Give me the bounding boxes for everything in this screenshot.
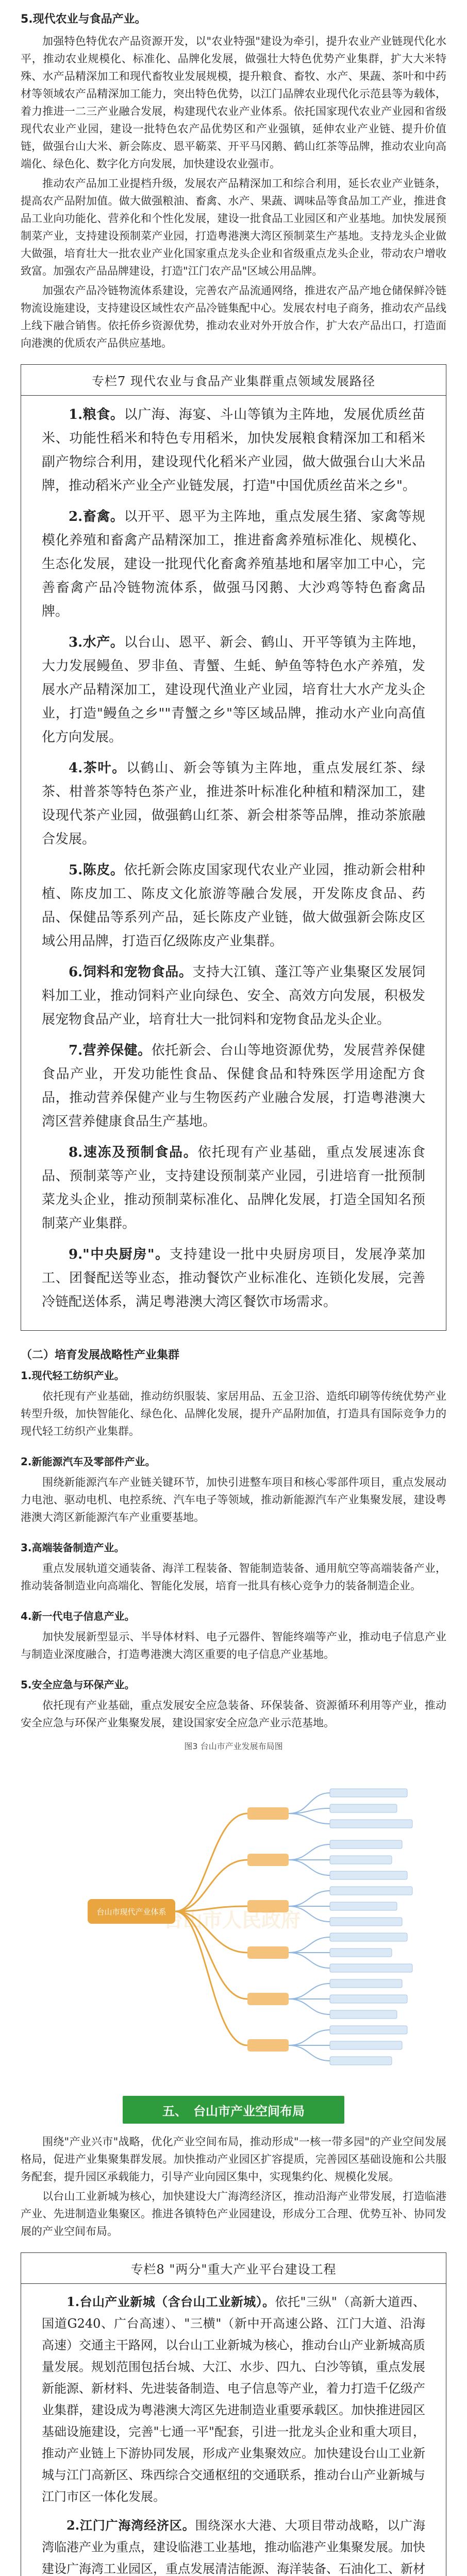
paragraph: 推动农产品加工业提档升级，发展农产品精深加工和综合利用，延长农业产业链条，提高农产品附加值。做大做强粮油、畜禽、水产、果蔬、调味品等食品加工产业，推进食品工业向功能化、营养化和个性化发展，建设一批食品工业园区和产业基地。加快发展预制菜产业，支持建设预制菜产业园，打造粤港澳大湾区预制菜生产基地。支持龙头企业做大做强，培育壮大一批农业产业化国家重点龙头企业和省级重点龙头企业，带动农户增收致富。加强农产品品牌建设，打造"江门农产品"区域公用品牌。 [21,177,446,277]
box-item-lead: 7.营养保健。 [69,1043,152,1058]
box-item-lead: 5.陈皮。 [69,862,124,878]
subsection-heading: 3.高端装备制造产业。 [21,1541,125,1554]
subsection-heading: 5.安全应急与环保产业。 [21,1679,135,1691]
box-item-text: 围绕深水大港、大项目带动战略，以广海湾临港产业为重点，建设临港工业基地，推动临港产业集聚发展。加快建设广海湾工业园区，重点发展清洁能源、海洋装备、石油化工、新材 [42,2518,426,2576]
box-item-lead: 3.水产。 [69,635,124,650]
section-heading-agriculture: 5.现代农业与食品产业。 [21,13,146,26]
paragraph: 围绕"产业兴市"战略，优化产业空间布局，推动形成"一核一带多园"的产业空间发展格局，促进产业集聚集群发展。加快推动产业园区扩容提质，完善园区基础设施和公共服务配套，提升园区承载能力，引导产业向园区集中，实现集约化、规模化发展。 [21,2136,446,2183]
banner-number: 五、 [162,2104,187,2119]
box-item [42,2515,425,2576]
box-item-lead: 4.茶叶。 [69,760,126,776]
box-item-lead: 1.粮食。 [69,407,124,422]
box-item [42,960,425,1031]
box-title: 专栏7 现代农业与食品产业集群重点领域发展路径 [21,365,446,396]
box-item-text: 依托新会、台山等地资源优势，发展营养保健食品产业，开发功能性食品、保健食品和特殊医学用途配方食品，推动营养保健产业与生物医药产业融合发展，打造粤港澳大湾区营养健康食品生产基地。 [42,1043,425,1129]
box-item-lead: 2.江门广海湾经济区。 [66,2518,195,2533]
watermark: 台山市人民政府 [163,1909,301,1931]
box-item-text: 以广海、海宴、斗山等镇为主阵地，发展优质丝苗米、功能性稻米和特色专用稻米，加快发展粮食精深加工和稻米副产物综合利用，建设现代化稻米产业园，做大做强台山大米品牌，推动稻米产业全产业链发展，打造"中国优质丝苗米之乡"。 [42,407,425,494]
subsection-heading: （二）培育发展战略性产业集群 [21,1349,180,1362]
paragraph: 加快发展新型显示、半导体材料、电子元器件、智能终端等产业，推动电子信息产业与制造业深度融合，打造粤港澳大湾区重要的电子信息产业基地。 [21,1631,446,1660]
box-item [42,403,425,498]
subsection-heading: 1.现代轻工纺织产业。 [21,1369,125,1382]
mindmap-branch [247,1946,289,1959]
paragraph: 重点发展轨道交通装备、海洋工程装备、智能制造装备、通用航空等高端装备产业，推动装备制造业向高端化、智能化发展，培育一批具有核心竞争力的装备制造企业。 [21,1562,446,1592]
paragraph: 加强特色特优农产品资源开发，以"农业特强"建设为牵引，提升农业产业链现代化水平，推动农业规模化、标准化、品牌化发展，做强壮大特色优势产业集群，扩大大米特殊、水产品精深加工和现代畜牧业发展规模，提升粮食、畜牧、水产、果蔬、茶叶和中药材等领域农产品精深加工能力，突出特色优势，以江门品牌农业现代化示范县等为载体，着力推进一二三产业融合发展，构建现代农业产业体系。依托国家现代农业产业园和省级现代农业产业园，建设一批特色农产品优势区和产业强镇，延伸农业产业链、提升价值链，做强台山大米、新会陈皮、恩平簕菜、开平马冈鹅、鹤山红茶等品牌，推动农业向高端化、绿色化、数字化方向发展，加快建设农业强市。 [21,35,446,170]
paragraph: 围绕新能源汽车产业链关键环节，加快引进整车项目和核心零部件项目，重点发展动力电池、驱动电机、电控系统、汽车电子等领域，推动新能源汽车产业集聚发展，建设粤港澳大湾区新能源汽车产业重要基地。 [21,1476,446,1523]
paragraph: 依托现有产业基础，重点发展安全应急装备、环保装备、资源循环利用等产业，推动安全应急与环保产业集聚发展，建设国家安全应急产业示范基地。 [21,1699,446,1729]
box-body [21,396,446,1330]
paragraph: 以台山工业新城为核心，加快建设大广海湾经济区，推动沿海产业带发展，打造临港产业、先进制造业集聚区。推进各镇特色产业园建设，形成分工合理、优势互补、协同发展的产业空间布局。 [21,2190,446,2238]
box-item-text: 依托新会陈皮国家现代农业产业园，推动新会柑种植、陈皮加工、陈皮文化旅游等融合发展，开发陈皮食品、药品、保健品等系列产品，延长陈皮产业链，做大做强新会陈皮区域公用品牌，打造百亿级陈皮产业集群。 [42,862,425,949]
box-item [42,1141,425,1235]
column-box-8 [21,2252,446,2576]
industry-layout-figure [21,1757,446,2087]
box-item-text: 依托"三纵"（高新大道西、国道G240、广台高速）、"三横"（新中开高速公路、江门大道、沿海高速）交通主干路网，以台山工业新城为核心，推动台山产业新城高质量发展。规划范围包括台城、大江、水步、四九、白沙等镇，重点发展新能源、新材料、先进装备制造、电子信息等产业，着力打造千亿级产业集群，建设成为粤港澳大湾区先进制造业重要承载区。加快推进园区基础设施建设，完善"七通一平"配套，引进一批龙头企业和重大项目，推动产业链上下游协同发展，形成产业集聚效应。加快建设台山工业新城与江门高新区、珠西综合交通枢纽的交通联系，推动台山产业新城与江门市区一体化发展。 [42,2295,425,2504]
mindmap-branch [247,1993,289,2005]
figure-caption: 图3 台山市产业发展布局图 [184,1741,283,1751]
box-item [42,505,425,623]
box-item [42,631,425,749]
box-body [21,2284,446,2576]
subsection-heading: 4.新一代电子信息产业。 [21,1610,135,1622]
box-item-text: 依托现有产业基础，重点发展速冻食品、预制菜等产业，支持建设预制菜产业园，引进培育一批预制菜龙头企业，推动预制菜标准化、品牌化发展，打造全国知名预制菜产业集群。 [42,1145,425,1231]
column-box-7 [21,364,446,1331]
box-item-text: 以鹤山、新会等镇为主阵地，重点发展红茶、绿茶、柑普茶等特色茶产业，推进茶叶标准化种植和精深加工，建设现代茶产业园，做强鹤山红茶、新会柑茶等品牌，推动茶旅融合发展。 [42,760,425,847]
box-item-text: 以台山、恩平、新会、鹤山、开平等镇为主阵地，大力发展鳗鱼、罗非鱼、青蟹、生蚝、鲈鱼等特色水产养殖，发展水产品精深加工，建设现代渔业产业园，培育壮大水产龙头企业，打造"鳗鱼之乡""青蟹之乡"等区域品牌，推动水产业向高值化方向发展。 [42,635,425,745]
banner-text: 台山市产业空间布局 [193,2104,305,2119]
box-item [42,858,425,953]
box-title: 专栏8 "两分"重大产业平台建设工程 [21,2253,446,2284]
box-item-lead: 1.台山产业新城（含台山工业新城）。 [66,2294,275,2309]
box-item-text: 以开平、恩平为主阵地，重点发展生猪、家禽等规模化养殖和畜禽产品精深加工，推进畜禽养殖标准化、规模化、生态化发展，建设一批现代化畜禽养殖基地和屠宰加工中心，完善畜禽产品冷链物流体系，做强马冈鹅、大沙鸡等特色畜禽品牌。 [42,509,425,619]
subsection-heading: 2.新能源汽车及零部件产业。 [21,1455,156,1468]
box-item [42,756,425,851]
mindmap-center-label: 台山市现代产业体系 [96,1907,166,1917]
box-item-lead: 9."中央厨房"。 [69,1247,170,1262]
mindmap-branch [247,1854,289,1866]
section-banner [123,2096,344,2124]
box-item-text: 支持大江镇、蓬江等产业集聚区发展饲料加工业，推动饲料产业向绿色、安全、高效方向发展，积极发展宠物食品产业，培育壮大一批饲料和宠物食品龙头企业。 [42,964,425,1027]
mindmap-branch [247,2039,289,2052]
box-item [42,2291,425,2507]
mindmap-svg [21,1757,446,2087]
box-item-text: 支持建设一批中央厨房项目，发展净菜加工、团餐配送等业态，推动餐饮产业标准化、连锁化发展，完善冷链配送体系，满足粤港澳大湾区餐饮市场需求。 [42,1247,425,1310]
box-item-lead: 6.饲料和宠物食品。 [69,964,193,980]
box-item-lead: 8.速冻及预制食品。 [69,1145,198,1160]
box-item [42,1039,425,1133]
paragraph: 依托现有产业基础，推动纺织服装、家居用品、五金卫浴、造纸印刷等传统优势产业转型升级，加快智能化、绿色化、品牌化发展，提升产品附加值，打造具有国际竞争力的现代轻工纺织产业集群。 [21,1390,446,1437]
box-item-lead: 2.畜禽。 [69,509,124,524]
box-item [42,1243,425,1314]
paragraph: 加强农产品冷链物流体系建设，完善农产品流通网络，推进农产品产地仓储保鲜冷链物流设施建设，支持建设区域性农产品冷链集配中心。发展农村电子商务，推动农产品线上线下融合销售。依托侨乡资源优势，推动农业对外开放合作，扩大农产品出口，打造面向港澳的优质农产品供应基地。 [21,284,446,349]
mindmap-branch [247,1807,289,1820]
